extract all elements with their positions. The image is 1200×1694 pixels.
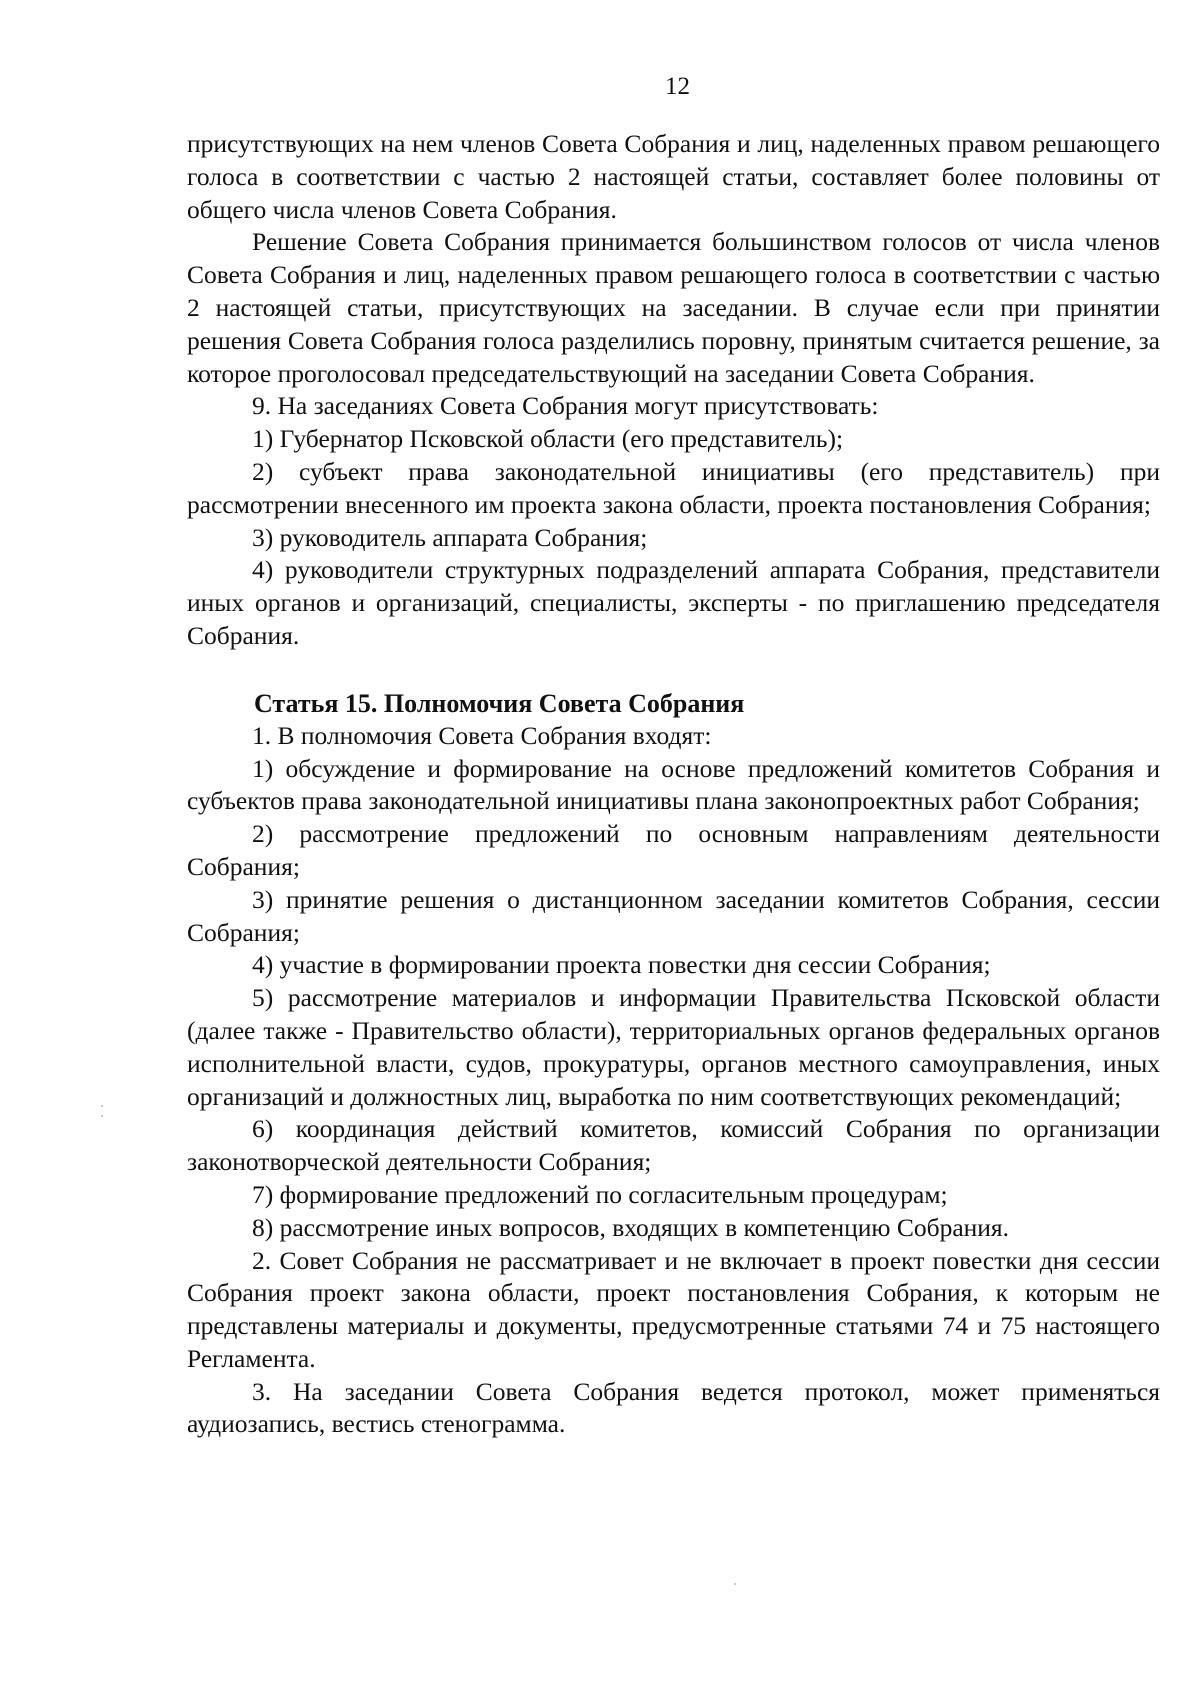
paragraph: 4) руководители структурных подразделений аппарата Собрания, представители иных органов и организаций, специалисты, эксперты - по приглашению председателя Собрания. <box>187 555 1160 650</box>
paragraph: Решение Совета Собрания принимается большинством голосов от числа членов Совета Собрания и лиц, наделенных правом решающего голоса в соответствии с частью 2 настоящей статьи, присутствующих на заседании. В случае если при принятии решения Совета Собрания голоса разделились поровну, принятым считается решение, за которое проголосовал председательствующий на заседании Совета Собрания. <box>187 227 1160 388</box>
paragraph: 9. На заседаниях Совета Собрания могут присутствовать: <box>252 391 879 421</box>
paragraph: 5) рассмотрение материалов и информации Правительства Псковской области (далее также - Правительство области), территориальных органов федеральных органов исполнительной власти, судов, прокуратуры, органов местного самоуправления, иных организаций и должностных лиц, выработка по ним соответствующих рекомендаций; <box>187 983 1160 1111</box>
paragraph: 8) рассмотрение иных вопросов, входящих в компетенцию Собрания. <box>252 1212 1010 1242</box>
article-heading: Статья 15. Полномочия Совета Собрания <box>254 688 745 718</box>
paragraph: 1) Губернатор Псковской области (его представитель); <box>252 424 844 454</box>
paragraph: 2) субъект права законодательной инициативы (его представитель) при рассмотрении внесенного им проекта закона области, проекта постановления Собрания; <box>187 456 1160 519</box>
paragraph: 3) принятие решения о дистанционном заседании комитетов Собрания, сессии Собрания; <box>187 884 1160 947</box>
scan-speck <box>734 1583 736 1585</box>
scan-speck <box>101 1105 103 1107</box>
paragraphs-before-heading <box>187 128 1160 653</box>
page-number: 12 <box>665 73 690 100</box>
paragraph: 3) руководитель аппарата Собрания; <box>252 522 648 552</box>
paragraph: 6) координация действий комитетов, комиссий Собрания по организации законотворческой деятельности Собрания; <box>187 1114 1160 1177</box>
paragraph: 1. В полномочия Совета Собрания входят: <box>252 720 712 750</box>
paragraph: 3. На заседании Совета Собрания ведется протокол, может применяться аудиозапись, вестись стенограмма. <box>187 1376 1160 1439</box>
paragraph: 2. Совет Собрания не рассматривает и не включает в проект повестки дня сессии Собрания проект закона области, проект постановления Собрания, к которым не представлены материалы и документы, предусмотренные статьями 74 и 75 настоящего Регламента. <box>187 1245 1160 1373</box>
paragraphs-after-heading <box>187 720 1160 1442</box>
document-body <box>187 128 1160 1441</box>
paragraph: 1) обсуждение и формирование на основе предложений комитетов Собрания и субъектов права законодательной инициативы плана законопроектных работ Собрания; <box>187 753 1160 816</box>
paragraph: 4) участие в формировании проекта повестки дня сессии Собрания; <box>252 950 991 980</box>
scan-speck <box>101 1115 103 1117</box>
paragraph: 7) формирование предложений по согласительным процедурам; <box>252 1179 948 1209</box>
paragraph: 2) рассмотрение предложений по основным направлениям деятельности Собрания; <box>187 819 1160 881</box>
paragraph: присутствующих на нем членов Совета Собрания и лиц, наделенных правом решающего голоса в соответствии с частью 2 настоящей статьи, составляет более половины от общего числа членов Совета Собрания. <box>187 129 1160 224</box>
